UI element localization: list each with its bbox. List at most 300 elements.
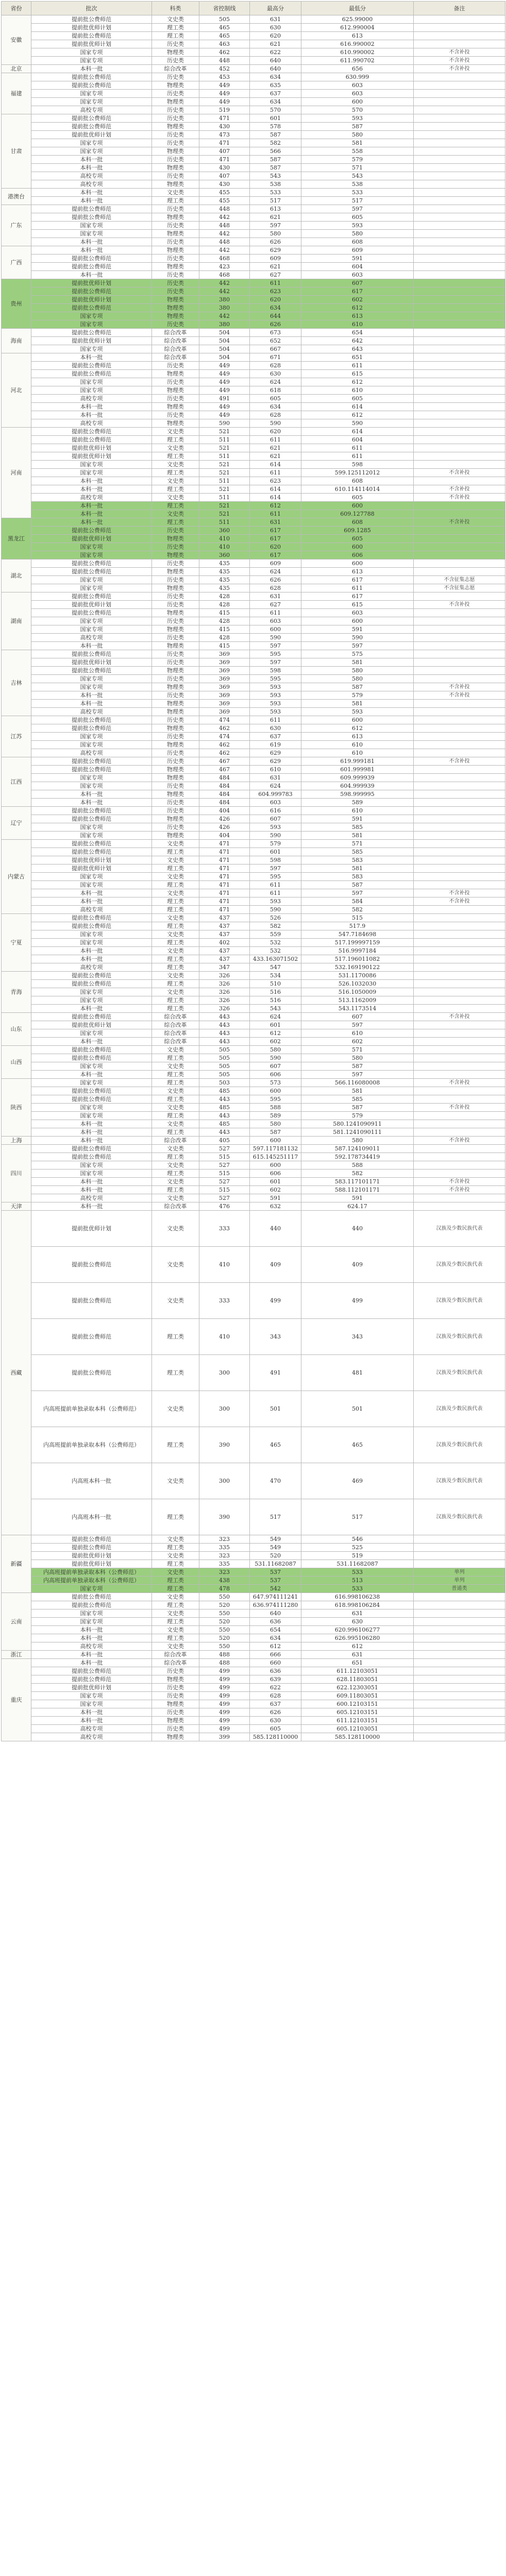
table-row (2, 395, 505, 403)
subject-cell: 历史类 (152, 1708, 199, 1717)
highest-cell: 626 (250, 1708, 301, 1717)
highest-cell: 624 (250, 568, 301, 576)
subject-cell: 文史类 (152, 1087, 199, 1095)
notes-cell (414, 592, 505, 601)
table-row (2, 1577, 505, 1585)
control-line-cell: 471 (199, 897, 250, 906)
control-line-cell: 443 (199, 1095, 250, 1104)
highest-cell: 611 (250, 469, 301, 477)
control-line-cell: 442 (199, 312, 250, 320)
batch-cell: 提前批优师计划 (31, 1684, 152, 1692)
highest-cell: 597 (250, 658, 301, 667)
batch-cell: 本科一批 (31, 1708, 152, 1717)
lowest-cell: 603 (301, 609, 414, 617)
batch-cell: 提前批优师计划 (31, 279, 152, 287)
highest-cell: 587 (250, 1128, 301, 1137)
highest-cell: 610 (250, 766, 301, 774)
lowest-cell: 575 (301, 650, 414, 658)
lowest-cell: 515 (301, 914, 414, 922)
table-row (2, 1675, 505, 1684)
control-line-cell: 333 (199, 1211, 250, 1247)
subject-cell: 物理类 (152, 147, 199, 156)
batch-cell: 本科一批 (31, 1178, 152, 1186)
table-row (2, 947, 505, 955)
lowest-cell: 612 (301, 1642, 414, 1651)
lowest-cell: 619.999181 (301, 757, 414, 766)
notes-cell (414, 1095, 505, 1104)
notes-cell (414, 1675, 505, 1684)
highest-cell: 595 (250, 650, 301, 658)
table-row (2, 444, 505, 452)
notes-cell (414, 1634, 505, 1642)
table-row (2, 535, 505, 543)
highest-cell: 580 (250, 1120, 301, 1128)
control-line-cell: 463 (199, 40, 250, 48)
subject-cell: 历史类 (152, 650, 199, 658)
highest-cell: 611 (250, 609, 301, 617)
table-row (2, 263, 505, 271)
batch-cell: 本科一批 (31, 164, 152, 172)
subject-cell: 物理类 (152, 304, 199, 312)
table-row (2, 304, 505, 312)
table-row (2, 461, 505, 469)
table-row (2, 403, 505, 411)
notes-cell (414, 1544, 505, 1552)
control-line-cell: 550 (199, 1593, 250, 1601)
table-row (2, 980, 505, 988)
highest-cell: 593 (250, 700, 301, 708)
batch-cell: 提前批优师计划 (31, 865, 152, 873)
notes-cell (414, 40, 505, 48)
subject-cell: 文史类 (152, 15, 199, 24)
lowest-cell: 615 (301, 601, 414, 609)
highest-cell: 671 (250, 353, 301, 362)
table-row (2, 1708, 505, 1717)
notes-cell (414, 1626, 505, 1634)
batch-cell: 本科一批 (31, 189, 152, 197)
notes-cell (414, 799, 505, 807)
lowest-cell: 598.999995 (301, 790, 414, 799)
lowest-cell: 582 (301, 906, 414, 914)
lowest-cell: 600 (301, 716, 414, 724)
lowest-cell: 513 (301, 1577, 414, 1585)
batch-cell: 提前批优师计划 (31, 1021, 152, 1029)
highest-cell: 640 (250, 57, 301, 65)
notes-cell (414, 246, 505, 255)
notes-cell (414, 609, 505, 617)
notes-cell: 不含补投 (414, 757, 505, 766)
table-row (2, 90, 505, 98)
highest-cell: 604.999783 (250, 790, 301, 799)
lowest-cell: 517 (301, 197, 414, 205)
batch-cell: 提前批公费师范 (31, 527, 152, 535)
notes-cell (414, 980, 505, 988)
table-row (2, 601, 505, 609)
notes-cell (414, 24, 505, 32)
batch-cell: 国家专项 (31, 1062, 152, 1071)
control-line-cell: 471 (199, 856, 250, 865)
highest-cell: 611 (250, 510, 301, 518)
notes-cell: 汉族及少数民族代表 (414, 1391, 505, 1427)
lowest-cell: 585 (301, 823, 414, 832)
highest-cell: 635 (250, 81, 301, 90)
notes-cell (414, 452, 505, 461)
subject-cell: 文史类 (152, 1552, 199, 1560)
province-cell: 重庆 (2, 1659, 31, 1741)
notes-cell: 不含补投 (414, 48, 505, 57)
batch-cell: 国家专项 (31, 551, 152, 560)
notes-cell (414, 642, 505, 650)
highest-cell: 597 (250, 642, 301, 650)
province-cell: 安徽 (2, 15, 31, 65)
notes-cell (414, 131, 505, 139)
table-row (2, 741, 505, 749)
table-row (2, 428, 505, 436)
lowest-cell: 533 (301, 189, 414, 197)
batch-cell: 国家专项 (31, 625, 152, 634)
table-row (2, 518, 505, 527)
highest-cell: 630 (250, 370, 301, 378)
subject-cell: 理工类 (152, 955, 199, 963)
lowest-cell: 631 (301, 1651, 414, 1659)
notes-cell (414, 790, 505, 799)
table-row (2, 543, 505, 551)
lowest-cell: 651 (301, 1659, 414, 1667)
control-line-cell: 300 (199, 1463, 250, 1499)
highest-cell: 617 (250, 535, 301, 543)
subject-cell: 历史类 (152, 617, 199, 625)
lowest-cell: 656 (301, 65, 414, 73)
subject-cell: 综合改革 (152, 353, 199, 362)
table-row (2, 1560, 505, 1568)
highest-cell: 634 (250, 1634, 301, 1642)
lowest-cell: 610 (301, 320, 414, 329)
table-row (2, 131, 505, 139)
highest-cell: 614 (250, 485, 301, 494)
highest-cell: 465 (250, 1427, 301, 1463)
table-row (2, 230, 505, 238)
notes-cell (414, 197, 505, 205)
province-cell: 青海 (2, 972, 31, 1013)
lowest-cell: 543.1173514 (301, 1005, 414, 1013)
highest-cell: 582 (250, 139, 301, 147)
notes-cell (414, 766, 505, 774)
subject-cell: 历史类 (152, 57, 199, 65)
batch-cell: 提前批公费师范 (31, 609, 152, 617)
lowest-cell: 631 (301, 1609, 414, 1618)
subject-cell: 文史类 (152, 914, 199, 922)
control-line-cell: 410 (199, 1319, 250, 1355)
highest-cell: 634 (250, 98, 301, 106)
batch-cell: 提前批优师计划 (31, 1552, 152, 1560)
batch-cell: 提前批公费师范 (31, 1319, 152, 1355)
table-row (2, 1005, 505, 1013)
notes-cell (414, 395, 505, 403)
province-cell: 贵州 (2, 279, 31, 329)
highest-cell: 549 (250, 1544, 301, 1552)
subject-cell: 物理类 (152, 609, 199, 617)
table-row (2, 1684, 505, 1692)
subject-cell: 历史类 (152, 560, 199, 568)
lowest-cell: 580 (301, 230, 414, 238)
lowest-cell: 611 (301, 362, 414, 370)
lowest-cell: 616.998106238 (301, 1593, 414, 1601)
batch-cell: 提前批公费师范 (31, 848, 152, 856)
highest-cell: 667 (250, 345, 301, 353)
highest-cell: 636.974111280 (250, 1601, 301, 1609)
lowest-cell: 513.1162009 (301, 996, 414, 1005)
lowest-cell: 516.1050009 (301, 988, 414, 996)
notes-cell (414, 1120, 505, 1128)
control-line-cell: 488 (199, 1659, 250, 1667)
notes-cell (414, 1609, 505, 1618)
province-cell: 黑龙江 (2, 518, 31, 560)
table-row (2, 1153, 505, 1161)
subject-cell: 历史类 (152, 90, 199, 98)
control-line-cell: 471 (199, 114, 250, 123)
highest-cell: 634 (250, 304, 301, 312)
table-row (2, 1186, 505, 1194)
batch-cell: 国家专项 (31, 683, 152, 691)
lowest-cell: 610.990002 (301, 48, 414, 57)
subject-cell: 物理类 (152, 766, 199, 774)
lowest-cell: 611 (301, 584, 414, 592)
batch-cell: 提前批公费师范 (31, 287, 152, 296)
notes-cell: 汉族及少数民族代表 (414, 1211, 505, 1247)
control-line-cell: 471 (199, 873, 250, 881)
batch-cell: 国家专项 (31, 617, 152, 625)
lowest-cell: 612.990004 (301, 24, 414, 32)
batch-cell: 本科一批 (31, 1128, 152, 1137)
header-province: 省份 (2, 2, 31, 15)
table-row (2, 1499, 505, 1535)
notes-cell (414, 947, 505, 955)
lowest-cell: 593 (301, 222, 414, 230)
highest-cell: 534 (250, 972, 301, 980)
lowest-cell: 625.99000 (301, 15, 414, 24)
lowest-cell: 587 (301, 1104, 414, 1112)
highest-cell: 601 (250, 848, 301, 856)
highest-cell: 343 (250, 1319, 301, 1355)
highest-cell: 606 (250, 1071, 301, 1079)
control-line-cell: 428 (199, 601, 250, 609)
control-line-cell: 442 (199, 213, 250, 222)
control-line-cell: 410 (199, 543, 250, 551)
table-row (2, 996, 505, 1005)
notes-cell (414, 362, 505, 370)
batch-cell: 国家专项 (31, 230, 152, 238)
subject-cell: 理工类 (152, 502, 199, 510)
subject-cell: 综合改革 (152, 1202, 199, 1211)
lowest-cell: 615 (301, 370, 414, 378)
notes-cell (414, 551, 505, 560)
control-line-cell: 504 (199, 345, 250, 353)
highest-cell: 510 (250, 980, 301, 988)
batch-cell: 本科一批 (31, 955, 152, 963)
subject-cell: 理工类 (152, 518, 199, 527)
header-batch: 批次 (31, 2, 152, 15)
batch-cell: 提前批公费师范 (31, 724, 152, 733)
lowest-cell: 579 (301, 691, 414, 700)
notes-cell (414, 815, 505, 823)
batch-cell: 国家专项 (31, 1700, 152, 1708)
subject-cell: 文史类 (152, 1391, 199, 1427)
subject-cell: 历史类 (152, 378, 199, 386)
highest-cell: 590 (250, 832, 301, 840)
subject-cell: 综合改革 (152, 1038, 199, 1046)
lowest-cell: 581 (301, 700, 414, 708)
header-notes: 备注 (414, 2, 505, 15)
subject-cell: 文史类 (152, 1161, 199, 1170)
batch-cell: 提前批公费师范 (31, 123, 152, 131)
subject-cell: 物理类 (152, 263, 199, 271)
table-row (2, 1112, 505, 1120)
notes-cell: 不含补投 (414, 65, 505, 73)
control-line-cell: 521 (199, 485, 250, 494)
control-line-cell: 484 (199, 799, 250, 807)
subject-cell: 历史类 (152, 238, 199, 246)
subject-cell: 物理类 (152, 180, 199, 189)
batch-cell: 本科一批 (31, 271, 152, 279)
highest-cell: 632 (250, 1202, 301, 1211)
lowest-cell: 571 (301, 1046, 414, 1054)
lowest-cell: 581 (301, 832, 414, 840)
notes-cell (414, 386, 505, 395)
subject-cell: 文史类 (152, 856, 199, 865)
notes-cell: 不含补投 (414, 1013, 505, 1021)
lowest-cell: 465 (301, 1427, 414, 1463)
highest-cell: 516 (250, 996, 301, 1005)
lowest-cell: 604.999939 (301, 782, 414, 790)
subject-cell: 历史类 (152, 411, 199, 419)
province-cell: 内蒙古 (2, 840, 31, 914)
lowest-cell: 588 (301, 1161, 414, 1170)
batch-cell: 国家专项 (31, 733, 152, 741)
table-row (2, 255, 505, 263)
lowest-cell: 603 (301, 81, 414, 90)
highest-cell: 644 (250, 312, 301, 320)
batch-cell: 提前批公费师范 (31, 114, 152, 123)
notes-cell (414, 1128, 505, 1137)
table-row (2, 675, 505, 683)
lowest-cell: 585.128110000 (301, 1733, 414, 1741)
highest-cell: 639 (250, 1675, 301, 1684)
subject-cell: 历史类 (152, 395, 199, 403)
table-row (2, 592, 505, 601)
control-line-cell: 369 (199, 675, 250, 683)
batch-cell: 国家专项 (31, 675, 152, 683)
lowest-cell: 613 (301, 733, 414, 741)
control-line-cell: 407 (199, 147, 250, 156)
subject-cell: 物理类 (152, 419, 199, 428)
lowest-cell: 622.12303051 (301, 1684, 414, 1692)
highest-cell: 531.11682087 (250, 1560, 301, 1568)
control-line-cell: 505 (199, 15, 250, 24)
highest-cell: 600 (250, 625, 301, 634)
control-line-cell: 471 (199, 156, 250, 164)
control-line-cell: 527 (199, 1194, 250, 1202)
subject-cell: 理工类 (152, 1499, 199, 1535)
lowest-cell: 617 (301, 287, 414, 296)
batch-cell: 提前批公费师范 (31, 972, 152, 980)
control-line-cell: 399 (199, 1733, 250, 1741)
subject-cell: 理工类 (152, 1186, 199, 1194)
highest-cell: 621 (250, 40, 301, 48)
table-row (2, 172, 505, 180)
batch-cell: 本科一批 (31, 1626, 152, 1634)
lowest-cell: 587 (301, 123, 414, 131)
highest-cell: 517 (250, 197, 301, 205)
subject-cell: 理工类 (152, 452, 199, 461)
highest-cell: 631 (250, 518, 301, 527)
highest-cell: 595 (250, 873, 301, 881)
highest-cell: 611 (250, 436, 301, 444)
lowest-cell: 612 (301, 724, 414, 733)
table-row (2, 1651, 505, 1659)
subject-cell: 理工类 (152, 1544, 199, 1552)
notes-cell (414, 106, 505, 114)
lowest-cell: 580 (301, 1137, 414, 1145)
lowest-cell: 583 (301, 873, 414, 881)
subject-cell: 理工类 (152, 848, 199, 856)
lowest-cell: 517 (301, 1499, 414, 1535)
control-line-cell: 515 (199, 1186, 250, 1194)
subject-cell: 物理类 (152, 81, 199, 90)
notes-cell (414, 255, 505, 263)
control-line-cell: 443 (199, 1029, 250, 1038)
subject-cell: 物理类 (152, 708, 199, 716)
control-line-cell: 550 (199, 1642, 250, 1651)
lowest-cell: 581 (301, 1087, 414, 1095)
lowest-cell: 501 (301, 1391, 414, 1427)
control-line-cell: 484 (199, 782, 250, 790)
table-row (2, 1319, 505, 1355)
lowest-cell: 617 (301, 576, 414, 584)
highest-cell: 517 (250, 1499, 301, 1535)
subject-cell: 历史类 (152, 634, 199, 642)
batch-cell: 提前批公费师范 (31, 213, 152, 222)
batch-cell: 国家专项 (31, 1692, 152, 1700)
highest-cell: 614 (250, 494, 301, 502)
subject-cell: 物理类 (152, 535, 199, 543)
highest-cell: 617 (250, 551, 301, 560)
highest-cell: 637 (250, 90, 301, 98)
subject-cell: 理工类 (152, 1005, 199, 1013)
table-row (2, 238, 505, 246)
notes-cell (414, 1560, 505, 1568)
highest-cell: 547 (250, 963, 301, 972)
notes-cell: 不含补投 (414, 57, 505, 65)
subject-cell: 理工类 (152, 963, 199, 972)
notes-cell (414, 1087, 505, 1095)
table-row (2, 955, 505, 963)
subject-cell: 物理类 (152, 642, 199, 650)
notes-cell (414, 1021, 505, 1029)
control-line-cell: 452 (199, 65, 250, 73)
batch-cell: 本科一批 (31, 1634, 152, 1642)
notes-cell (414, 15, 505, 24)
control-line-cell: 527 (199, 1161, 250, 1170)
batch-cell: 国家专项 (31, 988, 152, 996)
subject-cell: 物理类 (152, 98, 199, 106)
table-row (2, 972, 505, 980)
highest-cell: 620 (250, 543, 301, 551)
notes-cell: 普通类 (414, 1585, 505, 1593)
control-line-cell: 326 (199, 988, 250, 996)
notes-cell (414, 774, 505, 782)
lowest-cell: 600 (301, 98, 414, 106)
table-row (2, 279, 505, 287)
